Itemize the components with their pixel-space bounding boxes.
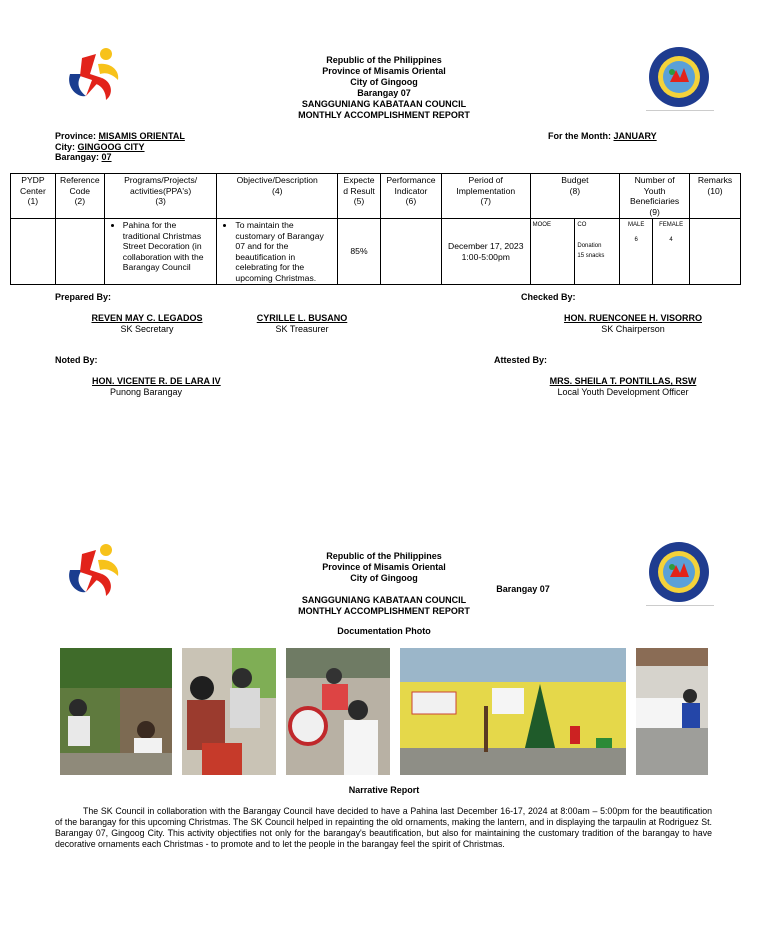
header-line: Province of Misamis Oriental: [322, 66, 446, 76]
header-line: Republic of the Philippines: [326, 551, 442, 561]
col-remarks: Remarks (10): [690, 174, 741, 219]
header-line: SANGGUNIANG KABATAAN COUNCIL: [301, 99, 467, 109]
location-info: [55, 131, 185, 163]
month-label: For the Month:: [548, 131, 611, 141]
col-expected: Expecte d Result (5): [338, 174, 381, 219]
sk-logo: [62, 44, 124, 106]
cell-reference: [55, 219, 104, 285]
col-youth: Number of Youth Beneficiaries (9): [620, 174, 690, 219]
province-label: Province:: [55, 131, 97, 141]
documentation-title: Documentation Photo: [337, 626, 431, 636]
cell-period: December 17, 2023 1:00-5:00pm: [441, 219, 530, 285]
city-label: City:: [55, 141, 75, 152]
province-value: MISAMIS ORIENTAL: [98, 131, 185, 141]
accomplishment-table: [10, 173, 741, 285]
signatory-title: SK Secretary: [120, 323, 174, 334]
col-performance: Performance Indicator (6): [380, 174, 441, 219]
header-line: MONTHLY ACCOMPLISHMENT REPORT: [298, 606, 470, 616]
table-row: [11, 219, 741, 285]
table-header-row: [11, 174, 741, 219]
documentation-photo: [400, 648, 626, 775]
header-line: SANGGUNIANG KABATAAN COUNCIL: [301, 595, 467, 605]
col-ppa: Programs/Projects/ activities(PPA's) (3): [104, 174, 217, 219]
header-line: Province of Misamis Oriental: [322, 562, 446, 572]
page2-barangay: Barangay 07: [496, 584, 550, 594]
col-objective: Objective/Description (4): [217, 174, 338, 219]
header-line: Barangay 07: [357, 88, 411, 98]
checked-by-label: Checked By:: [521, 292, 576, 302]
signatory-title: Punong Barangay: [110, 386, 183, 397]
seal-divider: [646, 605, 714, 606]
cell-co: CO Donation 15 snacks: [575, 219, 620, 285]
cell-male: MALE 6: [620, 219, 653, 285]
noted-by-label: Noted By:: [55, 355, 98, 365]
month-info: [548, 131, 657, 141]
signatory-title: SK Chairperson: [601, 323, 665, 334]
signatory-chairperson: [548, 313, 718, 334]
col-period: Period of Implementation (7): [441, 174, 530, 219]
col-reference: Reference Code (2): [55, 174, 104, 219]
month-value: JANUARY: [613, 131, 657, 141]
signatory-title: SK Treasurer: [275, 323, 329, 334]
cell-pydp: [11, 219, 56, 285]
cell-female: FEMALE 4: [653, 219, 690, 285]
prepared-by-label: Prepared By:: [55, 292, 112, 302]
cell-objective: • To maintain the customary of Barangay 07 and for the beautification in celebrating for the upcoming Christmas.: [217, 219, 338, 285]
header-line: City of Gingoog: [350, 77, 418, 87]
col-pydp: PYDP Center (1): [11, 174, 56, 219]
header-line: Republic of the Philippines: [326, 55, 442, 65]
cell-performance: [380, 219, 441, 285]
sk-seal-icon: [648, 541, 710, 603]
report-header: [234, 55, 534, 121]
signatory-lydo: [540, 376, 706, 397]
signatory-name: CYRILLE L. BUSANO: [256, 313, 348, 323]
documentation-photo: [636, 648, 708, 775]
attested-by-label: Attested By:: [494, 355, 548, 365]
header-line: City of Gingoog: [350, 573, 418, 583]
signatory-punong-barangay: [92, 376, 221, 397]
col-budget: Budget (8): [530, 174, 620, 219]
seal-divider: [646, 110, 714, 111]
signatory-name: MRS. SHEILA T. PONTILLAS, RSW: [549, 376, 697, 386]
sk-logo: [62, 540, 124, 602]
signatory-name: REVEN MAY C. LEGADOS: [91, 313, 203, 323]
header-line: MONTHLY ACCOMPLISHMENT REPORT: [298, 110, 470, 120]
narrative-text: The SK Council in collaboration with the Barangay Council have decided to have a Pahina last December 16-17, 2024 at 8:00am – 5:00pm for the beautification of the barangay for this upcoming Christmas. The SK Council helped in repainting the old ornaments, making the lantern, and in displaying the tarpaulin at Rodriguez St. Barangay 07, Gingoog City. This activity objectifies not only for the barangay's beautification, but also for maintaining the customary tradition of the barangay to have decorative ornaments each Christmas - to promote and to let the people in the barangay feel the spirit of Christmas.: [55, 806, 712, 849]
cell-ppa: • Pahina for the traditional Christmas Street Decoration (in collaboration with the Barangay Council: [104, 219, 217, 285]
sk-seal-icon: [648, 46, 710, 108]
signatory-name: HON. VICENTE R. DE LARA IV: [92, 376, 221, 386]
barangay-label: Barangay:: [55, 152, 100, 162]
cell-remarks: [690, 219, 741, 285]
cell-expected: 85%: [338, 219, 381, 285]
documentation-photo: [286, 648, 390, 775]
signatory-secretary: [80, 313, 214, 334]
city-value: GINGOOG CITY: [77, 141, 145, 152]
cell-mooe: MOOE: [530, 219, 575, 285]
documentation-photo: [182, 648, 276, 775]
signatory-treasurer: [246, 313, 358, 334]
narrative-title: Narrative Report: [348, 785, 420, 795]
documentation-photo: [60, 648, 172, 775]
signatory-name: HON. RUENCONEE H. VISORRO: [563, 313, 702, 323]
barangay-value: 07: [101, 152, 112, 162]
signatory-title: Local Youth Development Officer: [557, 386, 689, 397]
